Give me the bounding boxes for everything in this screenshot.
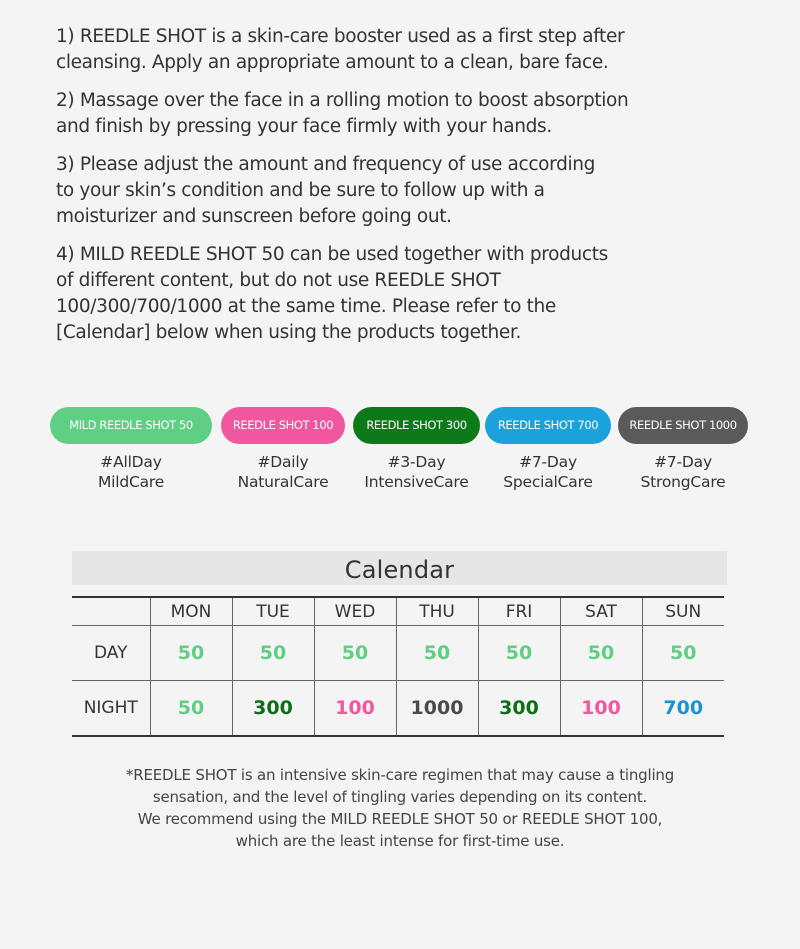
calendar-cell: 50 xyxy=(150,626,232,681)
product-tagline: #Daily NaturalCare xyxy=(237,453,329,491)
product-item xyxy=(221,407,345,492)
calendar-cell: 50 xyxy=(150,681,232,737)
calendar-cell: 50 xyxy=(642,626,724,681)
product-badge-1000: REEDLE SHOT 1000 xyxy=(618,407,748,444)
calendar-row-day xyxy=(72,626,724,681)
product-badge-mild-50: MILD REEDLE SHOT 50 xyxy=(50,407,212,444)
calendar-cell: 700 xyxy=(642,681,724,737)
day-header: FRI xyxy=(478,597,560,626)
product-tagline: #3-Day IntensiveCare xyxy=(364,453,469,491)
calendar-cell: 50 xyxy=(232,626,314,681)
calendar-corner-cell xyxy=(72,597,150,626)
product-tagline: #7-Day SpecialCare xyxy=(503,453,593,491)
product-badge-700: REEDLE SHOT 700 xyxy=(485,407,611,444)
instruction-step-4: 4) MILD REEDLE SHOT 50 can be used together with products of different content, but do not use REEDLE SHOT 100/300/700/1000 at the same time. Please refer to the [Calendar] below when using the products together. xyxy=(56,244,608,343)
calendar-cell: 100 xyxy=(314,681,396,737)
product-badge-300: REEDLE SHOT 300 xyxy=(353,407,480,444)
product-item xyxy=(618,407,748,492)
calendar-cell: 1000 xyxy=(396,681,478,737)
product-item xyxy=(485,407,611,492)
product-tagline: #AllDay MildCare xyxy=(97,453,165,491)
day-header: SAT xyxy=(560,597,642,626)
day-header: WED xyxy=(314,597,396,626)
calendar-cell: 50 xyxy=(478,626,560,681)
product-tagline: #7-Day StrongCare xyxy=(640,453,726,491)
calendar-row-night xyxy=(72,681,724,737)
day-header: MON xyxy=(150,597,232,626)
day-header: THU xyxy=(396,597,478,626)
footnote-disclaimer: *REEDLE SHOT is an intensive skin-care regimen that may cause a tingling sensation, and the level of tingling varies depending on its content. We recommend using the MILD REEDLE SHOT 50 or REEDLE SHOT 100, which are the least intense for first-time use. xyxy=(125,766,675,850)
calendar-cell: 50 xyxy=(314,626,396,681)
instruction-step-1: 1) REEDLE SHOT is a skin-care booster used as a first step after cleansing. Apply an appropriate amount to a clean, bare face. xyxy=(56,26,625,73)
calendar-cell: 50 xyxy=(396,626,478,681)
calendar-cell: 50 xyxy=(560,626,642,681)
usage-calendar-table xyxy=(72,596,724,737)
day-header: SUN xyxy=(642,597,724,626)
calendar-cell: 300 xyxy=(232,681,314,737)
product-item xyxy=(353,407,480,492)
calendar-header-row xyxy=(72,597,724,626)
row-label: NIGHT xyxy=(72,681,150,737)
instruction-step-3: 3) Please adjust the amount and frequency of use according to your skin’s condition and be sure to follow up with a moisturizer and sunscreen before going out. xyxy=(56,154,596,227)
calendar-cell: 300 xyxy=(478,681,560,737)
usage-instructions xyxy=(56,24,666,358)
calendar-title: Calendar xyxy=(72,551,727,585)
row-label: DAY xyxy=(72,626,150,681)
instruction-step-2: 2) Massage over the face in a rolling motion to boost absorption and finish by pressing your face firmly with your hands. xyxy=(56,90,629,137)
day-header: TUE xyxy=(232,597,314,626)
calendar-cell: 100 xyxy=(560,681,642,737)
product-lineup xyxy=(0,407,800,507)
product-item xyxy=(50,407,212,492)
product-badge-100: REEDLE SHOT 100 xyxy=(221,407,345,444)
